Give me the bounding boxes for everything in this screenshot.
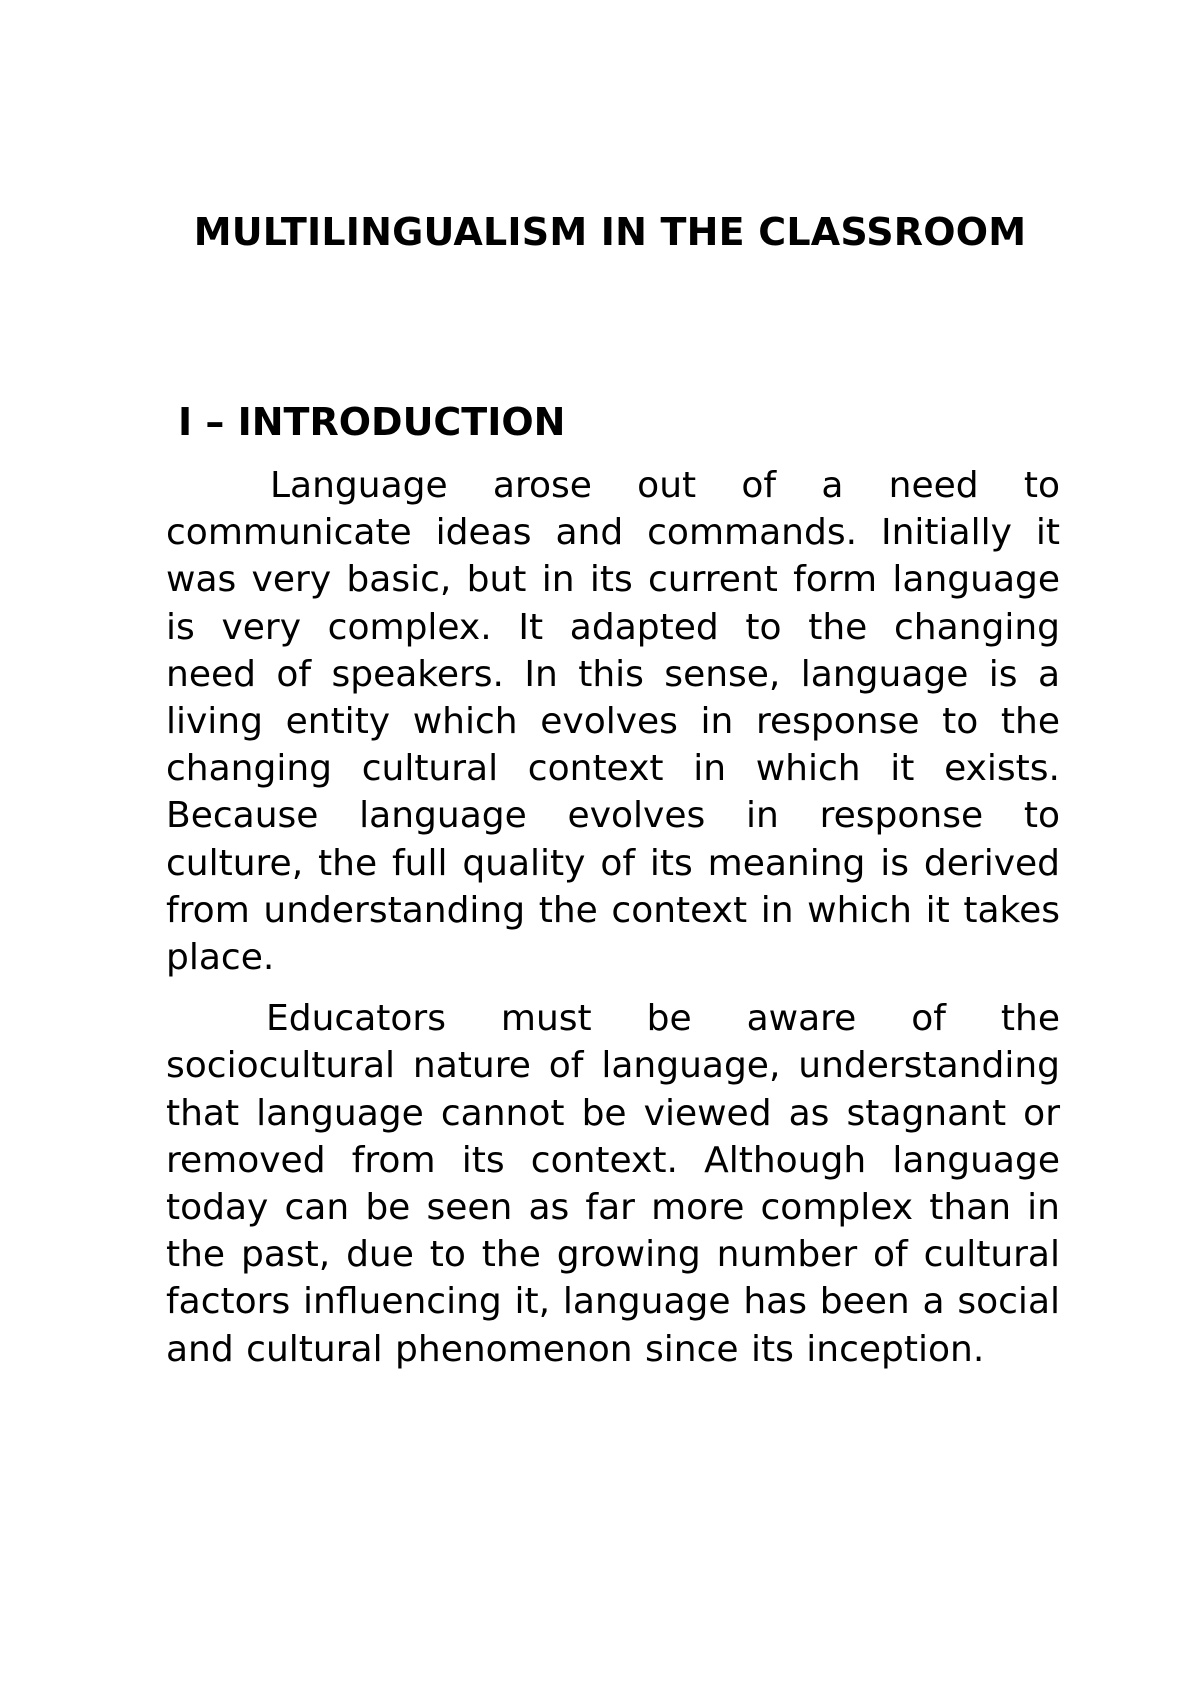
paragraph-1: Language arose out of a need to communicate ideas and commands. Initially it was very basic, but in its current form language is very complex. It adapted to the changing need of speakers. In this sense, language is a living entity which evolves in response to the changing cultural context in which it exists. Because language evolves in response to culture, the full quality of its meaning is derived from understanding the context in which it takes place. — [166, 465, 1060, 979]
document-title: MULTILINGUALISM IN THE CLASSROOM — [193, 210, 1027, 254]
section-heading-introduction: I – INTRODUCTION — [178, 400, 566, 444]
paragraph-2: Educators must be aware of the sociocultural nature of language, understanding that language cannot be viewed as stagnant or removed from its context. Although language today can be seen as far more complex than in the past, due to the growing number of cultural factors influencing it, language has been a social and cultural phenomenon since its inception. — [166, 998, 1060, 1370]
document-body — [166, 462, 1060, 1387]
